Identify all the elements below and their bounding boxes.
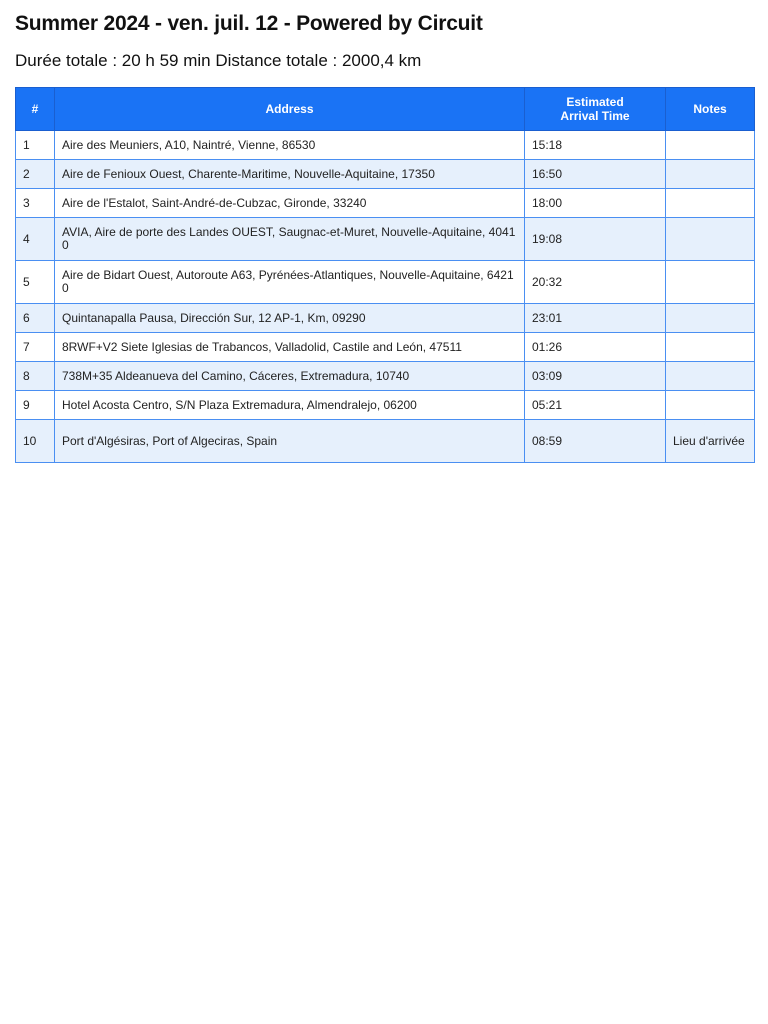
stop-notes (666, 131, 755, 160)
page-title: Summer 2024 - ven. juil. 12 - Powered by Circuit (15, 12, 483, 35)
stop-arrival-time: 08:59 (525, 420, 666, 463)
table-header-row (16, 88, 755, 131)
stop-number: 8 (16, 362, 55, 391)
stop-notes (666, 333, 755, 362)
stop-arrival-time: 23:01 (525, 304, 666, 333)
stop-number: 2 (16, 160, 55, 189)
stop-address: 738M+35 Aldeanueva del Camino, Cáceres, Extremadura, 10740 (55, 362, 525, 391)
header-number: # (16, 88, 55, 131)
route-summary: Durée totale : 20 h 59 min Distance totale : 2000,4 km (15, 51, 422, 70)
stop-arrival-time: 01:26 (525, 333, 666, 362)
table-row (16, 333, 755, 362)
stop-address: Aire des Meuniers, A10, Naintré, Vienne, 86530 (55, 131, 525, 160)
stop-arrival-time: 16:50 (525, 160, 666, 189)
stop-address: Port d'Algésiras, Port of Algeciras, Spain (55, 420, 525, 463)
route-table (15, 87, 755, 463)
stop-number: 5 (16, 261, 55, 304)
stop-number: 6 (16, 304, 55, 333)
stop-address: Hotel Acosta Centro, S/N Plaza Extremadura, Almendralejo, 06200 (55, 391, 525, 420)
stop-arrival-time: 18:00 (525, 189, 666, 218)
table-row (16, 160, 755, 189)
stop-notes (666, 304, 755, 333)
stop-address: Aire de Bidart Ouest, Autoroute A63, Pyrénées-Atlantiques, Nouvelle-Aquitaine, 64210 (55, 261, 525, 304)
header-arrival-time: Estimated Arrival Time (525, 88, 666, 131)
stop-number: 10 (16, 420, 55, 463)
stop-arrival-time: 03:09 (525, 362, 666, 391)
stop-notes (666, 362, 755, 391)
stop-number: 7 (16, 333, 55, 362)
table-row (16, 304, 755, 333)
stop-number: 4 (16, 218, 55, 261)
header-address: Address (55, 88, 525, 131)
table-row (16, 261, 755, 304)
stop-arrival-time: 19:08 (525, 218, 666, 261)
stop-number: 3 (16, 189, 55, 218)
stop-arrival-time: 15:18 (525, 131, 666, 160)
table-row (16, 420, 755, 463)
stop-notes: Lieu d'arrivée (666, 420, 755, 463)
stop-number: 1 (16, 131, 55, 160)
stop-address: Aire de l'Estalot, Saint-André-de-Cubzac, Gironde, 33240 (55, 189, 525, 218)
stop-notes (666, 218, 755, 261)
stop-arrival-time: 05:21 (525, 391, 666, 420)
stop-notes (666, 261, 755, 304)
stop-address: Aire de Fenioux Ouest, Charente-Maritime, Nouvelle-Aquitaine, 17350 (55, 160, 525, 189)
table-row (16, 391, 755, 420)
stop-notes (666, 160, 755, 189)
stop-number: 9 (16, 391, 55, 420)
stop-arrival-time: 20:32 (525, 261, 666, 304)
table-row (16, 362, 755, 391)
table-row (16, 131, 755, 160)
table-row (16, 218, 755, 261)
stop-notes (666, 391, 755, 420)
table-row (16, 189, 755, 218)
stop-address: 8RWF+V2 Siete Iglesias de Trabancos, Valladolid, Castile and León, 47511 (55, 333, 525, 362)
header-notes: Notes (666, 88, 755, 131)
stop-address: AVIA, Aire de porte des Landes OUEST, Saugnac-et-Muret, Nouvelle-Aquitaine, 40410 (55, 218, 525, 261)
stop-notes (666, 189, 755, 218)
stop-address: Quintanapalla Pausa, Dirección Sur, 12 AP-1, Km, 09290 (55, 304, 525, 333)
